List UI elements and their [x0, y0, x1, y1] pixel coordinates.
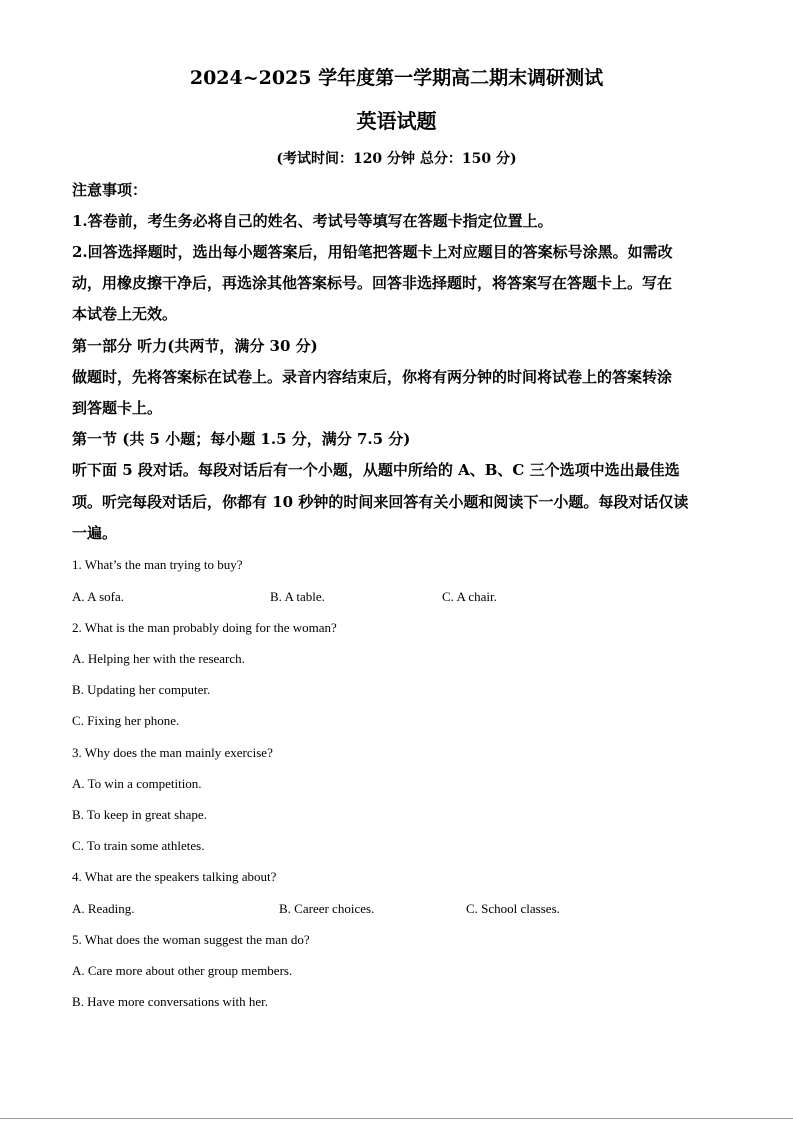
question-2-option-a: A. Helping her with the research.	[72, 651, 245, 666]
question-5-option-a: A. Care more about other group members.	[72, 963, 293, 978]
notice-item-2-line-2: 动，用橡皮擦干净后，再选涂其他答案标号。回答非选择题时，将答案写在答题卡上。写在	[72, 274, 673, 292]
question-4-option-b: B. Career choices.	[279, 901, 375, 916]
exam-subject: 英语试题	[356, 109, 437, 133]
question-3-option-c: C. To train some athletes.	[72, 838, 205, 853]
notice-item-1: 1.答卷前，考生务必将自己的姓名、考试号等填写在答题卡指定位置上。	[72, 212, 553, 230]
question-3: 3. Why does the man mainly exercise?	[72, 745, 273, 760]
notice-heading: 注意事项：	[72, 181, 148, 199]
part1-intro-line-1: 做题时，先将答案标在试卷上。录音内容结束后，你将有两分钟的时间将试卷上的答案转涂	[72, 368, 673, 386]
question-2-option-b: B. Updating her computer.	[72, 682, 211, 697]
exam-title: 2024~2025 学年度第一学期高二期末调研测试	[189, 67, 604, 89]
notice-item-2-line-1: 2.回答选择题时，选出每小题答案后，用铅笔把答题卡上对应题目的答案标号涂黑。如需改	[72, 243, 673, 261]
section1-intro-line-2: 项。听完每段对话后，你都有 10 秒钟的时间来回答有关小题和阅读下一小题。每段对话仅读	[72, 493, 689, 511]
question-4-option-a: A. Reading.	[72, 901, 135, 916]
exam-info: (考试时间：120 分钟 总分：150 分)	[276, 151, 517, 167]
question-3-option-b: B. To keep in great shape.	[72, 807, 207, 822]
notice-item-2-line-3: 本试卷上无效。	[72, 305, 178, 323]
question-4: 4. What are the speakers talking about?	[72, 869, 277, 884]
question-4-option-c: C. School classes.	[466, 901, 560, 916]
question-2-option-c: C. Fixing her phone.	[72, 713, 180, 728]
section1-intro-line-1: 听下面 5 段对话。每段对话后有一个小题，从题中所给的 A、B、C 三个选项中选出最佳选	[72, 461, 680, 479]
part1-heading: 第一部分 听力(共两节，满分 30 分)	[72, 337, 318, 355]
question-5: 5. What does the woman suggest the man do?	[72, 932, 310, 947]
question-1-option-a: A. A sofa.	[72, 589, 124, 604]
question-5-option-b: B. Have more conversations with her.	[72, 994, 269, 1009]
page-bottom-divider	[0, 1118, 793, 1119]
question-1-option-c: C. A chair.	[442, 589, 497, 604]
question-2: 2. What is the man probably doing for the woman?	[72, 620, 337, 635]
question-3-option-a: A. To win a competition.	[72, 776, 202, 791]
question-1-option-b: B. A table.	[270, 589, 325, 604]
section1-heading: 第一节 (共 5 小题；每小题 1.5 分，满分 7.5 分)	[72, 430, 411, 448]
part1-intro-line-2: 到答题卡上。	[72, 399, 163, 417]
question-1: 1. What’s the man trying to buy?	[72, 557, 243, 572]
section1-intro-line-3: 一遍。	[72, 524, 118, 542]
